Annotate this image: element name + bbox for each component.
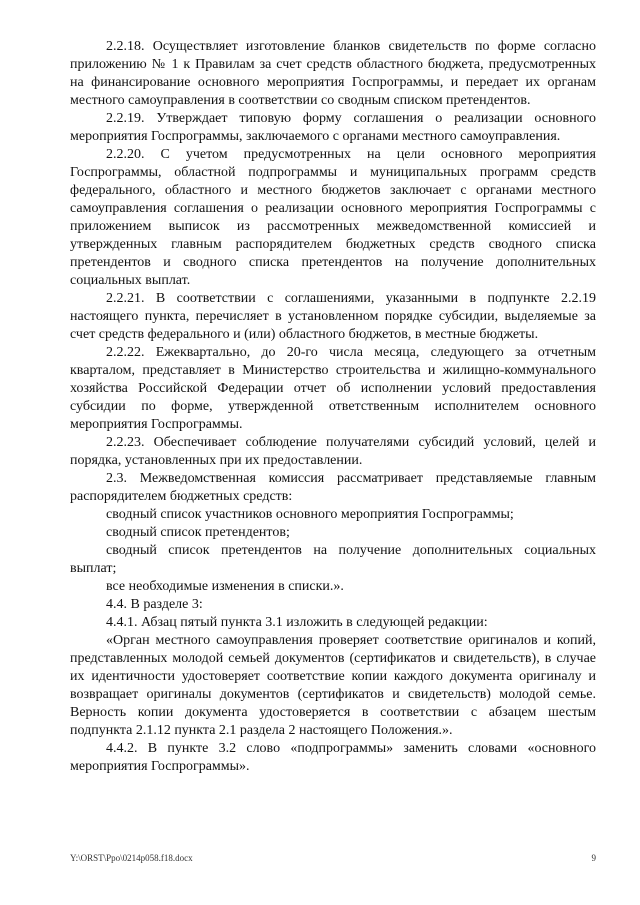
paragraph-2-2-23: 2.2.23. Обеспечивает соблюдение получателями субсидий условий, целей и порядка, установленных при их предоставлении. [70,435,596,468]
paragraph-quote: «Орган местного самоуправления проверяет соответствие оригиналов и копий, представленных молодой семьей документов (сертификатов и свидетельств), в случае их идентичности удостоверяет соответствие копии каждого документа оригиналу и возвращает оригиналы документов (сертификатов и свидетельств) молодой семье. Верность копии документа удостоверяется в соответствии с абзацем шестым подпункта 2.1.12 пункта 2.1 раздела 2 настоящего Положения.». [70,633,596,738]
list-item-participants: сводный список участников основного мероприятия Госпрограммы; [106,507,514,522]
paragraph-2-2-18: 2.2.18. Осуществляет изготовление бланков свидетельств по форме согласно приложению № 1 к Правилам за счет средств областного бюджета, предусмотренных на финансирование основного мероприятия Госпрограммы, и передает их органам местного самоуправления в соответствии со сводным списком претендентов. [70,39,596,108]
paragraph-4-4: 4.4. В разделе 3: [106,597,203,612]
paragraph-4-4-2: 4.4.2. В пункте 3.2 слово «подпрограммы» заменить словами «основного мероприятия Госпрограммы». [70,741,596,774]
paragraph-2-2-21: 2.2.21. В соответствии с соглашениями, указанными в подпункте 2.2.19 настоящего пункта, перечисляет в установленном порядке субсидии, выделяемые за счет средств федерального и (или) областного бюджетов, в местные бюджеты. [70,291,596,342]
list-item-applicants: сводный список претендентов; [106,525,290,540]
list-item-changes: все необходимые изменения в списки.». [106,579,344,594]
paragraph-4-4-1: 4.4.1. Абзац пятый пункта 3.1 изложить в следующей редакции: [106,615,488,630]
paragraph-2-2-20: 2.2.20. С учетом предусмотренных на цели основного мероприятия Госпрограммы, областной подпрограммы и муниципальных программ средств федерального, областного и местного бюджетов заключает с органами местного самоуправления соглашения о реализации основного мероприятия Госпрограммы с приложением выписок из рассмотренных межведомственной комиссией и утвержденных главным распорядителем бюджетных средств сводного списка претендентов и сводного списка претендентов на получение дополнительных социальных выплат. [70,147,596,288]
page-number: 9 [591,853,596,863]
paragraph-2-2-22: 2.2.22. Ежеквартально, до 20-го числа месяца, следующего за отчетным кварталом, представляет в Министерство строительства и жилищно-коммунального хозяйства Российской Федерации отчет об исполнении условий предоставления субсидии по форме, утвержденной ответственным исполнителем основного мероприятия Госпрограммы. [70,345,596,432]
document-body [70,38,596,776]
list-item-additional-payments: сводный список претендентов на получение дополнительных социальных выплат; [70,543,596,576]
footer-file-path: Y:\ORST\Ppo\0214p058.f18.docx [70,853,193,863]
paragraph-2-3: 2.3. Межведомственная комиссия рассматривает представляемые главным распорядителем бюджетных средств: [70,471,596,504]
paragraph-2-2-19: 2.2.19. Утверждает типовую форму соглашения о реализации основного мероприятия Госпрограммы, заключаемого с органами местного самоуправления. [70,111,596,144]
